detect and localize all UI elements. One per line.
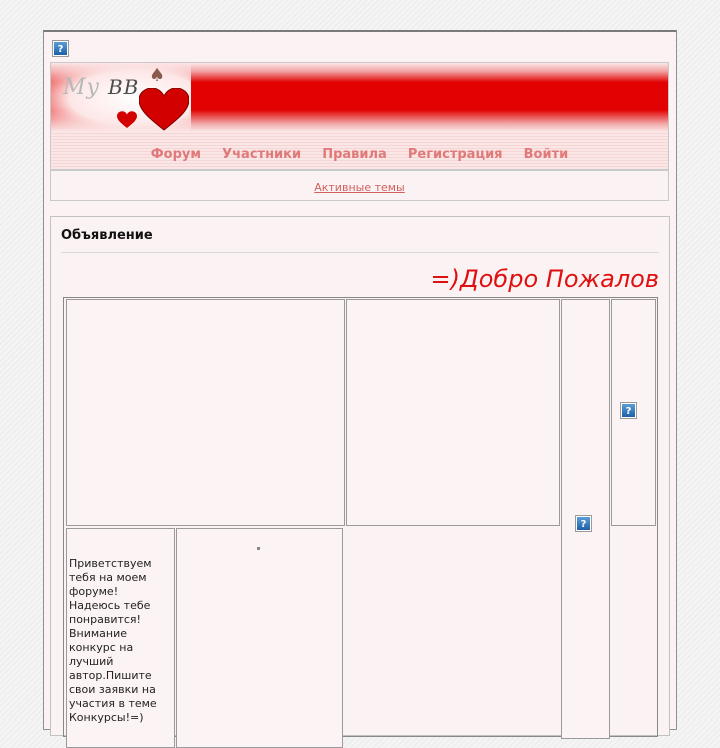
announcement-block [50, 216, 670, 736]
nav-login[interactable]: Войти [523, 147, 569, 162]
broken-image-icon [257, 547, 260, 550]
cupid-icon: ♠ [149, 65, 166, 86]
welcome-text: =)Добро Пожалов [430, 265, 659, 293]
table-cell [176, 528, 343, 748]
logo-text-bb: BB [107, 75, 140, 99]
table-cell [66, 299, 345, 526]
table-cell [346, 299, 560, 526]
active-topics-link[interactable]: Активные темы [314, 181, 405, 194]
question-icon[interactable]: ? [621, 403, 636, 418]
nav-forum[interactable]: Форум [150, 147, 202, 162]
logo-text-my: My [63, 75, 100, 100]
forum-page [43, 30, 677, 730]
nav-rules[interactable]: Правила [322, 147, 387, 162]
announcement-title: Объявление [61, 228, 153, 243]
nav-register[interactable]: Регистрация [407, 147, 503, 162]
main-nav [50, 132, 669, 170]
greeting-text: Приветствуем тебя на моем форуме! Надеюсь тебе понравится! Внимание конкурс на лучший автор.Пишите свои заявки на участия в теме Конкурсы!=) [69, 557, 157, 724]
logo-text [63, 75, 139, 100]
heart-icon [117, 111, 137, 129]
nav-members[interactable]: Участники [222, 147, 302, 162]
sub-nav [50, 170, 669, 201]
question-icon[interactable]: ? [53, 41, 68, 56]
question-icon[interactable]: ? [576, 516, 591, 531]
heart-icon [139, 88, 189, 132]
mybb-logo[interactable] [51, 63, 191, 132]
divider [61, 252, 659, 253]
forum-banner [50, 62, 669, 132]
